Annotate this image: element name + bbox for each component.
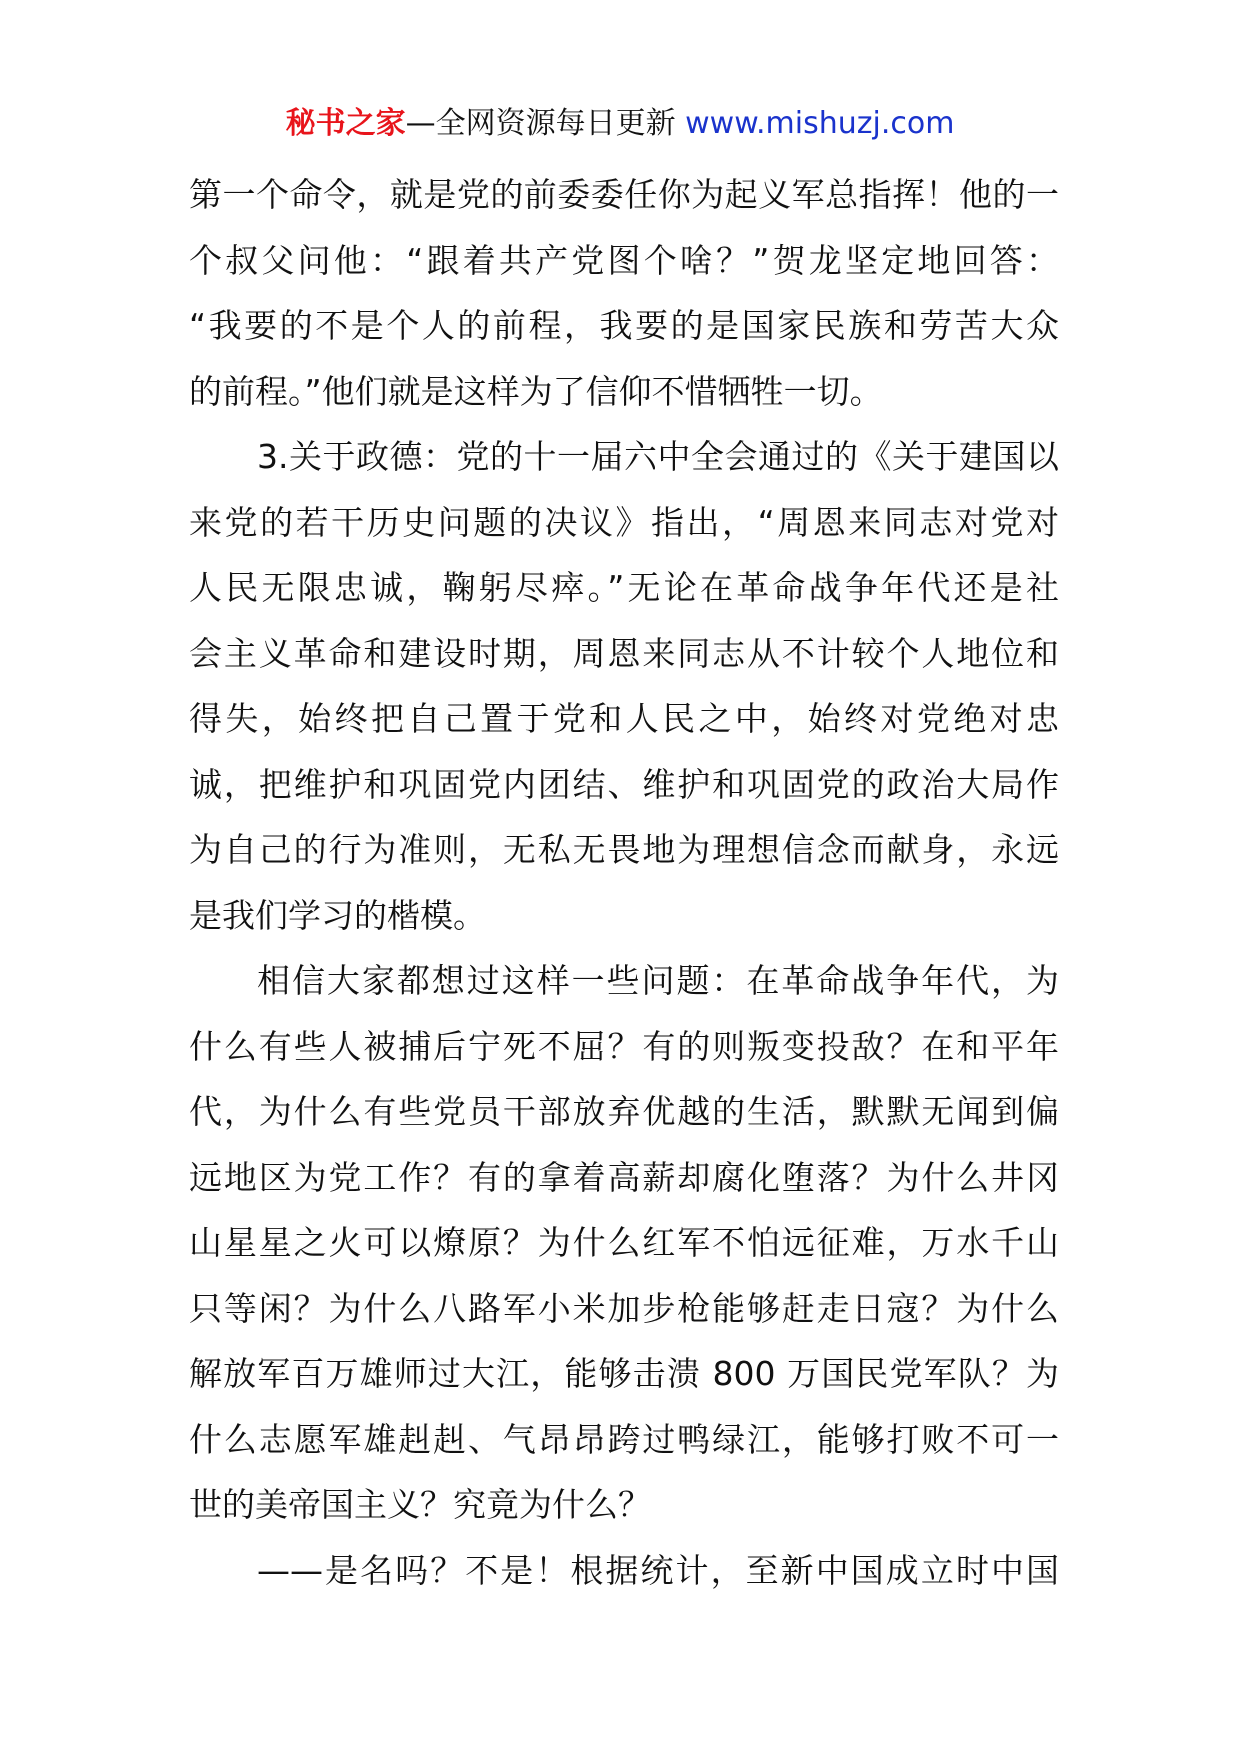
- text-line: 代，为什么有些党员干部放弃优越的生活，默默无闻到偏: [189, 1092, 1059, 1131]
- text-line: 山星星之火可以燎原？为什么红军不怕远征难，万水千山: [189, 1223, 1059, 1262]
- text-line: 诚，把维护和巩固党内团结、维护和巩固党的政治大局作: [189, 764, 1059, 804]
- paragraph-first-line: 相信大家都想过这样一些问题：在革命战争年代，为: [257, 961, 1059, 1000]
- text-line: “我要的不是个人的前程，我要的是国家民族和劳苦大众: [189, 306, 1059, 345]
- text-line: 是我们学习的楷模。: [189, 895, 486, 935]
- page-header: [0, 102, 1240, 146]
- text-line: 为自己的行为准则，无私无畏地为理想信念而献身，永远: [189, 830, 1059, 869]
- text-line: 人民无限忠诚，鞠躬尽瘁。”无论在革命战争年代还是社: [189, 568, 1059, 607]
- text-line: 个叔父问他：“跟着共产党图个啥？”贺龙坚定地回答：: [189, 240, 1059, 280]
- site-url-link[interactable]: www.mishuzj.com: [685, 106, 955, 141]
- text-line: 的前程。”他们就是这样为了信仰不惜牺牲一切。: [189, 371, 883, 411]
- text-line: 来党的若干历史问题的决议》指出，“周恩来同志对党对: [189, 502, 1059, 542]
- paragraph-first-line: 3.关于政德：党的十一届六中全会通过的《关于建国以: [257, 437, 1059, 476]
- text-line: 第一个命令，就是党的前委委任你为起义军总指挥！他的一: [189, 175, 1059, 214]
- paragraph-first-line: ——是名吗？不是！根据统计，至新中国成立时中国: [257, 1550, 1059, 1590]
- text-line: 远地区为党工作？有的拿着高薪却腐化堕落？为什么井冈: [189, 1157, 1059, 1197]
- text-line: 得失，始终把自己置于党和人民之中，始终对党绝对忠: [189, 699, 1059, 738]
- text-line: 世的美帝国主义？究竟为什么？: [189, 1485, 651, 1524]
- site-tagline: —全网资源每日更新: [405, 106, 676, 141]
- text-line: 会主义革命和建设时期，周恩来同志从不计较个人地位和: [189, 633, 1059, 673]
- text-line: 只等闲？为什么八路军小米加步枪能够赶走日寇？为什么: [189, 1288, 1059, 1328]
- document-body: [189, 162, 1059, 1603]
- site-brand: 秘书之家: [285, 106, 406, 141]
- text-line: 解放军百万雄师过大江，能够击溃 800 万国民党军队？为: [189, 1354, 1059, 1393]
- text-line: 什么有些人被捕后宁死不屈？有的则叛变投敌？在和平年: [189, 1026, 1059, 1066]
- text-line: 什么志愿军雄赳赳、气昂昂跨过鸭绿江，能够打败不可一: [189, 1419, 1059, 1459]
